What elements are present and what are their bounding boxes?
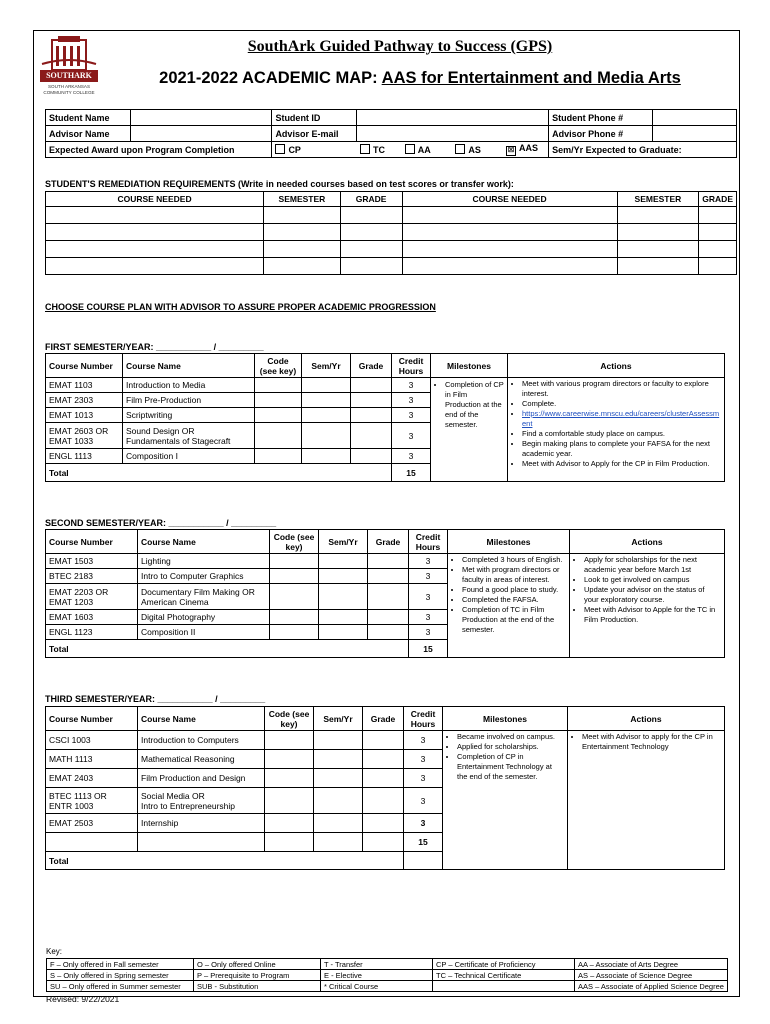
credit-hours: 3 (392, 408, 431, 423)
course-number: EMAT 1503 (46, 554, 138, 569)
credit-hours: 3 (392, 393, 431, 408)
total-credit: 15 (409, 640, 448, 658)
course-number: CSCI 1003 (46, 731, 138, 750)
course-number: ENGL 1113 (46, 449, 123, 464)
rem-col-course-2: COURSE NEEDED (402, 192, 617, 207)
key-cell: AA – Associate of Arts Degree (575, 959, 728, 970)
col-grade: Grade (351, 354, 392, 378)
action-item: • Look to get involved on campus (584, 575, 721, 585)
rem-col-semester-1: SEMESTER (264, 192, 341, 207)
col-credit: Credit Hours (409, 530, 448, 554)
rem-row[interactable] (46, 207, 737, 224)
col-code: Code (see key) (255, 354, 302, 378)
col-actions: Actions (568, 707, 725, 731)
rem-col-grade-1: GRADE (340, 192, 402, 207)
award-option-aas[interactable] (503, 142, 549, 158)
milestone-item: • Completion of CP in Film Production at the end of the semester. (445, 380, 504, 430)
action-item: • Update your advisor on the status of your exploratory course. (584, 585, 721, 605)
rem-row[interactable] (46, 258, 737, 275)
award-option-as[interactable] (452, 142, 503, 158)
credit-hours: 3 (404, 814, 443, 833)
key-label: Key: (46, 947, 63, 956)
option-aa-label: AA (417, 145, 431, 155)
rem-row[interactable] (46, 241, 737, 258)
rem-col-grade-2: GRADE (699, 192, 737, 207)
col-grade: Grade (363, 707, 404, 731)
advisor-email-field[interactable] (357, 126, 549, 142)
checkbox-cp[interactable] (275, 144, 285, 154)
course-number: EMAT 2203 OR EMAT 1203 (46, 584, 138, 610)
option-as-label: AS (468, 145, 481, 155)
course-number: EMAT 1603 (46, 610, 138, 625)
milestone-item: • Completed 3 hours of English. (462, 555, 566, 565)
table-row[interactable] (46, 554, 725, 569)
milestone-item: • Became involved on campus. (457, 732, 564, 742)
milestone-item: • Met with program directors or faculty in areas of interest. (462, 565, 566, 585)
course-name: Film Pre-Production (123, 393, 255, 408)
advisor-name-label: Advisor Name (46, 126, 131, 142)
col-milestones: Milestones (443, 707, 568, 731)
sem2-milestones (448, 554, 570, 658)
option-aas-label: AAS (518, 143, 538, 153)
action-item: • Begin making plans to complete your FAFSA for the next academic year. (522, 439, 721, 459)
action-item: • Find a comfortable study place on campus. (522, 429, 721, 439)
key-cell: SUB - Substitution (194, 981, 321, 992)
credit-hours: 3 (409, 610, 448, 625)
key-cell: T - Transfer (321, 959, 433, 970)
course-name: Composition II (138, 625, 270, 640)
credit-hours: 3 (409, 569, 448, 584)
credit-hours: 3 (404, 769, 443, 788)
sem3-actions (568, 731, 725, 870)
key-cell: SU – Only offered in Summer semester (47, 981, 194, 992)
credit-hours: 3 (404, 788, 443, 814)
course-name: Introduction to Computers (138, 731, 265, 750)
key-cell: CP – Certificate of Proficiency (433, 959, 575, 970)
course-name: Internship (138, 814, 265, 833)
action-item: • Apply for scholarships for the next academic year before March 1st (584, 555, 721, 575)
key-cell: O – Only offered Online (194, 959, 321, 970)
credit-hours: 3 (392, 449, 431, 464)
checkbox-aa[interactable] (405, 144, 415, 154)
col-actions: Actions (508, 354, 725, 378)
sem3-milestones (443, 731, 568, 870)
course-name (138, 833, 265, 852)
milestone-item: • Completion of TC in Film Production at the end of the semester. (462, 605, 566, 635)
rem-row[interactable] (46, 224, 737, 241)
award-option-aa[interactable] (402, 142, 453, 158)
sem-yr-expected-label: Sem/Yr Expected to Graduate: (549, 142, 737, 158)
course-name: Mathematical Reasoning (138, 750, 265, 769)
course-number: MATH 1113 (46, 750, 138, 769)
credit-hours: 3 (409, 625, 448, 640)
col-actions: Actions (570, 530, 725, 554)
student-id-field[interactable] (357, 110, 549, 126)
remediation-table (45, 191, 737, 275)
col-credit: Credit Hours (392, 354, 431, 378)
option-tc-label: TC (372, 145, 385, 155)
table-row[interactable] (46, 731, 725, 750)
key-cell: AAS – Associate of Applied Science Degree (575, 981, 728, 992)
col-sem-yr: Sem/Yr (302, 354, 351, 378)
course-number: BTEC 1113 OR ENTR 1003 (46, 788, 138, 814)
college-logo (36, 34, 102, 98)
key-cell: * Critical Course (321, 981, 433, 992)
col-course-name: Course Name (138, 530, 270, 554)
credit-hours: 15 (404, 833, 443, 852)
key-cell: E - Elective (321, 970, 433, 981)
col-grade: Grade (368, 530, 409, 554)
logo-text: SOUTHARK (46, 71, 92, 80)
checkbox-tc[interactable] (360, 144, 370, 154)
course-name: Digital Photography (138, 610, 270, 625)
table-row[interactable] (46, 378, 725, 393)
total-label: Total (46, 852, 404, 870)
option-cp-label: CP (288, 145, 301, 155)
course-number: EMAT 2303 (46, 393, 123, 408)
credit-hours: 3 (404, 731, 443, 750)
total-label: Total (46, 640, 409, 658)
col-milestones: Milestones (448, 530, 570, 554)
course-number: BTEC 2183 (46, 569, 138, 584)
sem2-title: SECOND SEMESTER/YEAR: ___________ / _________ (45, 518, 277, 528)
student-name-label: Student Name (46, 110, 131, 126)
credit-hours: 3 (392, 378, 431, 393)
col-course-name: Course Name (123, 354, 255, 378)
course-number: EMAT 1013 (46, 408, 123, 423)
total-credit (404, 852, 443, 870)
rem-col-course-1: COURSE NEEDED (46, 192, 264, 207)
col-course-number: Course Number (46, 530, 138, 554)
checkbox-as[interactable] (455, 144, 465, 154)
checkbox-aas-checked[interactable]: ☒ (507, 147, 515, 154)
award-option-cp[interactable] (272, 142, 357, 158)
course-number: EMAT 2503 (46, 814, 138, 833)
credit-hours: 3 (409, 584, 448, 610)
credit-hours: 3 (404, 750, 443, 769)
sem1-actions (508, 378, 725, 482)
key-table (46, 958, 728, 992)
map-title-program: AAS for Entertainment and Media Arts (381, 69, 681, 87)
advisor-name-field[interactable] (131, 126, 272, 142)
college-title: SouthArk Guided Pathway to Success (GPS) (247, 38, 553, 55)
key-cell: F – Only offered in Fall semester (47, 959, 194, 970)
col-code: Code (see key) (265, 707, 314, 731)
col-sem-yr: Sem/Yr (314, 707, 363, 731)
course-name: Sound Design OR Fundamentals of Stagecraft (123, 423, 255, 449)
course-number: EMAT 2403 (46, 769, 138, 788)
advisor-email-label: Advisor E-mail (272, 126, 357, 142)
course-number: EMAT 1103 (46, 378, 123, 393)
student-id-label: Student ID (272, 110, 357, 126)
student-info-table (45, 109, 737, 158)
map-title (100, 69, 740, 88)
key-cell: AS – Associate of Science Degree (575, 970, 728, 981)
action-item: • Complete. (522, 399, 721, 409)
revised-date: Revised: 9/22/2021 (46, 994, 120, 1004)
course-name: Composition I (123, 449, 255, 464)
milestone-item: • Applied for scholarships. (457, 742, 564, 752)
sem3-title: THIRD SEMESTER/YEAR: ___________ / _________ (45, 694, 266, 704)
student-name-field[interactable] (131, 110, 272, 126)
key-cell: TC – Technical Certificate (433, 970, 575, 981)
total-label: Total (46, 464, 392, 482)
total-credit: 15 (392, 464, 431, 482)
advisor-phone-label: Advisor Phone # (549, 126, 653, 142)
rem-col-semester-2: SEMESTER (617, 192, 699, 207)
action-item: • Meet with Advisor to apply for the CP in Entertainment Technology (582, 732, 721, 752)
student-phone-label: Student Phone # (549, 110, 653, 126)
credit-hours: 3 (392, 423, 431, 449)
award-option-tc[interactable] (357, 142, 402, 158)
col-sem-yr: Sem/Yr (319, 530, 368, 554)
col-code: Code (see key) (270, 530, 319, 554)
col-course-number: Course Number (46, 707, 138, 731)
course-name: Lighting (138, 554, 270, 569)
career-assessment-link[interactable]: https://www.careerwise.mnscu.edu/careers/clusterAssessment (522, 409, 720, 428)
milestone-item: • Completion of CP in Entertainment Technology at the end of the semester. (457, 752, 564, 782)
course-number: EMAT 2603 OR EMAT 1033 (46, 423, 123, 449)
sem2-table (45, 529, 725, 658)
key-cell: S – Only offered in Spring semester (47, 970, 194, 981)
course-name: Intro to Computer Graphics (138, 569, 270, 584)
course-number (46, 833, 138, 852)
milestone-item: • Found a good place to study. (462, 585, 566, 595)
sem1-title: FIRST SEMESTER/YEAR: ___________ / _________ (45, 342, 264, 352)
map-title-prefix: 2021-2022 ACADEMIC MAP: (159, 69, 382, 87)
sem1-table (45, 353, 725, 482)
sem3-table (45, 706, 725, 870)
course-name: Film Production and Design (138, 769, 265, 788)
key-cell (433, 981, 575, 992)
course-name: Social Media OR Intro to Entrepreneurship (138, 788, 265, 814)
sem1-milestones (431, 378, 508, 482)
logo-subtext: SOUTH ARKANSAS COMMUNITY COLLEGE (43, 84, 95, 95)
sem2-actions (570, 554, 725, 658)
key-cell: P – Prerequisite to Program (194, 970, 321, 981)
col-course-number: Course Number (46, 354, 123, 378)
col-milestones: Milestones (431, 354, 508, 378)
action-item: • Meet with Advisor to Apple for the TC in Film Production. (584, 605, 721, 625)
col-course-name: Course Name (138, 707, 265, 731)
course-name: Documentary Film Making OR American Cinema (138, 584, 270, 610)
credit-hours: 3 (409, 554, 448, 569)
student-phone-field[interactable] (653, 110, 737, 126)
action-item: • Meet with Advisor to Apply for the CP in Film Production. (522, 459, 721, 469)
course-number: ENGL 1123 (46, 625, 138, 640)
milestone-item: • Completed the FAFSA. (462, 595, 566, 605)
course-name: Introduction to Media (123, 378, 255, 393)
col-credit: Credit Hours (404, 707, 443, 731)
course-name: Scriptwriting (123, 408, 255, 423)
plan-heading: CHOOSE COURSE PLAN WITH ADVISOR TO ASSURE PROPER ACADEMIC PROGRESSION (45, 302, 436, 312)
expected-award-label: Expected Award upon Program Completion (46, 142, 272, 158)
remediation-title: STUDENT'S REMEDIATION REQUIREMENTS (Write in needed courses based on test scores or transfer work): (45, 179, 514, 189)
action-item: • Meet with various program directors or faculty to explore interest. (522, 379, 721, 399)
advisor-phone-field[interactable] (653, 126, 737, 142)
